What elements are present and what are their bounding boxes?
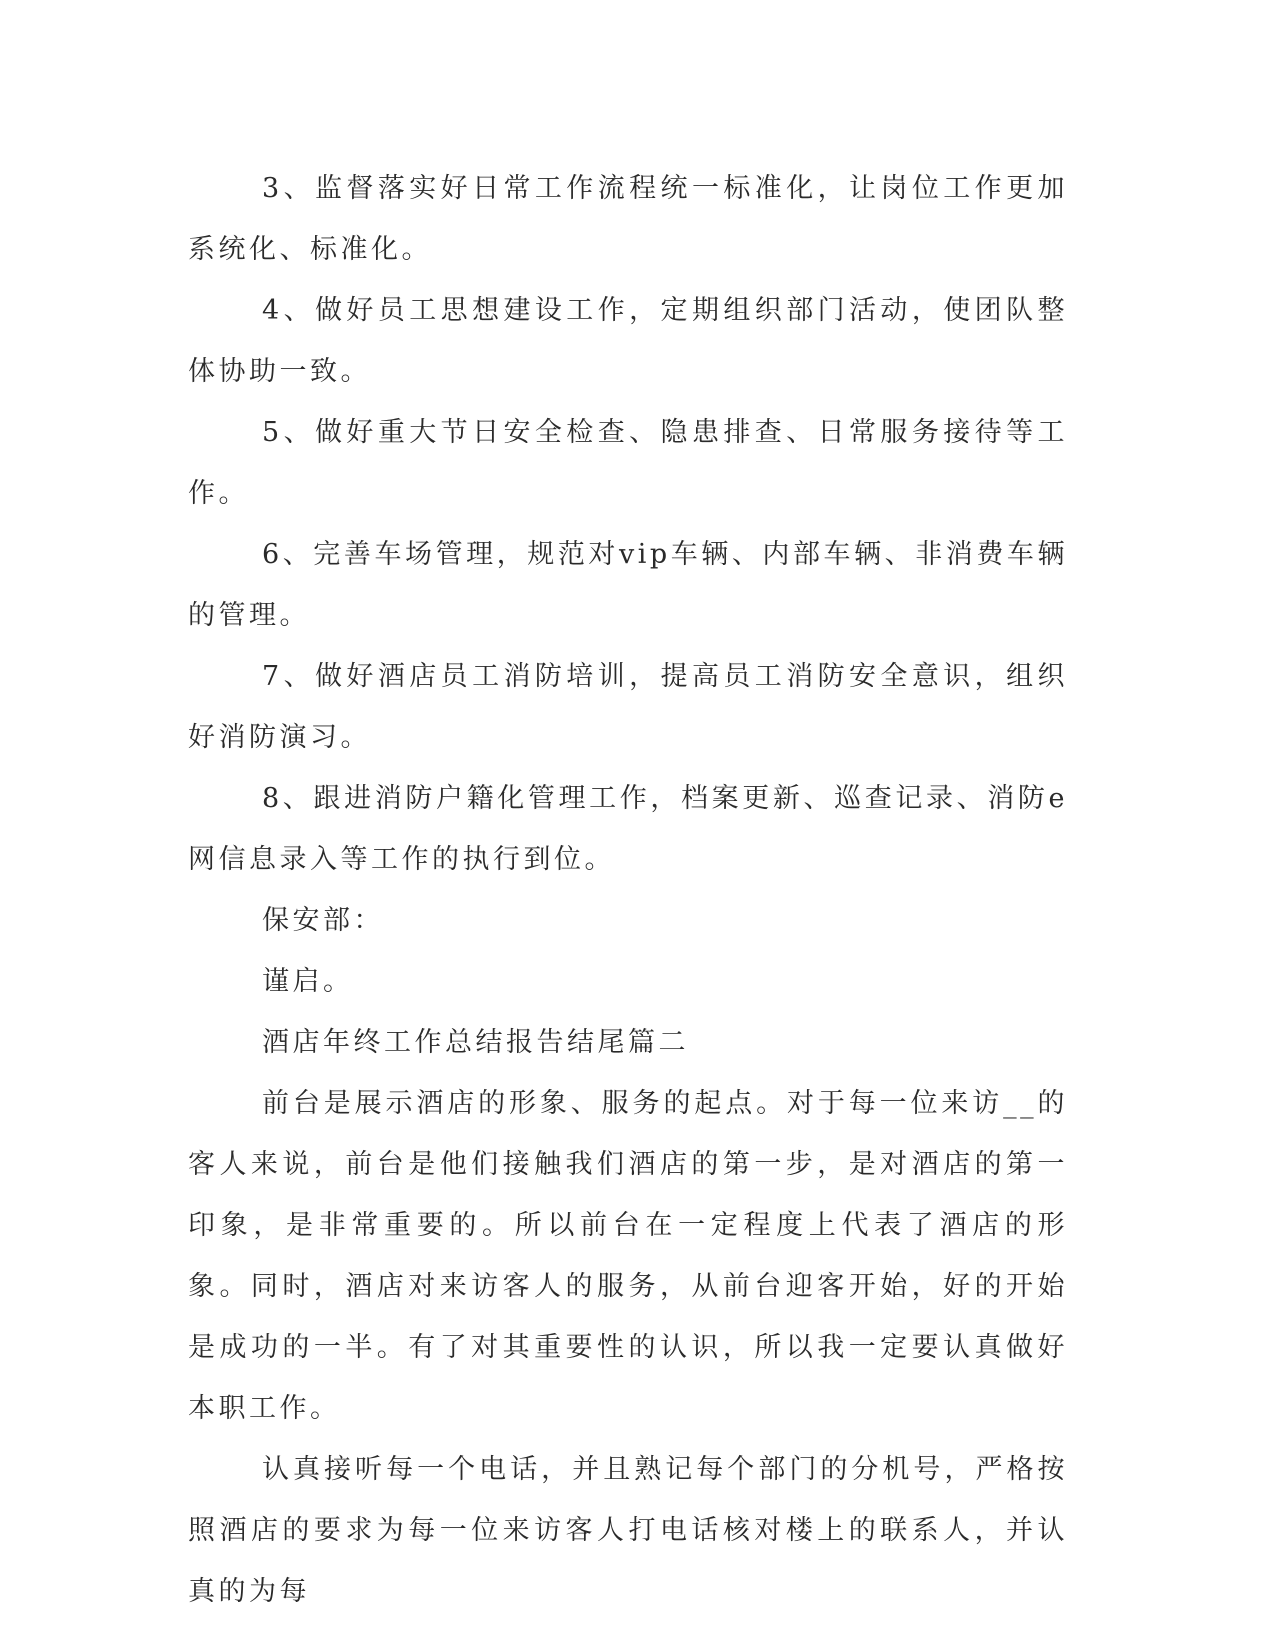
paragraph-front-desk-intro: 前台是展示酒店的形象、服务的起点。对于每一位来访__的客人来说，前台是他们接触我们酒店的第一步，是对酒店的第一印象，是非常重要的。所以前台在一定程度上代表了酒店的形象。同时，酒店对来访客人的服务，从前台迎客开始，好的开始是成功的一半。有了对其重要性的认识，所以我一定要认真做好本职工作。 (188, 1088, 1068, 1424)
paragraph-item-7: 7、做好酒店员工消防培训，提高员工消防安全意识，组织好消防演习。 (188, 661, 1068, 753)
paragraph-item-4: 4、做好员工思想建设工作，定期组织部门活动，使团队整体协助一致。 (188, 295, 1068, 387)
paragraph-item-6: 6、完善车场管理，规范对vip车辆、内部车辆、非消费车辆的管理。 (188, 539, 1068, 631)
paragraph-item-5: 5、做好重大节日安全检查、隐患排查、日常服务接待等工作。 (188, 417, 1068, 509)
signature-closing: 谨启。 (262, 966, 354, 997)
section-heading: 酒店年终工作总结报告结尾篇二 (262, 1027, 689, 1058)
document-body (188, 158, 1068, 1622)
paragraph-phone-duties: 认真接听每一个电话，并且熟记每个部门的分机号，严格按照酒店的要求为每一位来访客人打电话核对楼上的联系人，并认真的为每 (188, 1454, 1068, 1607)
paragraph-item-8: 8、跟进消防户籍化管理工作，档案更新、巡查记录、消防e网信息录入等工作的执行到位。 (188, 783, 1068, 875)
paragraph-item-3: 3、监督落实好日常工作流程统一标准化，让岗位工作更加系统化、标准化。 (188, 173, 1068, 265)
signature-department: 保安部： (262, 905, 384, 936)
